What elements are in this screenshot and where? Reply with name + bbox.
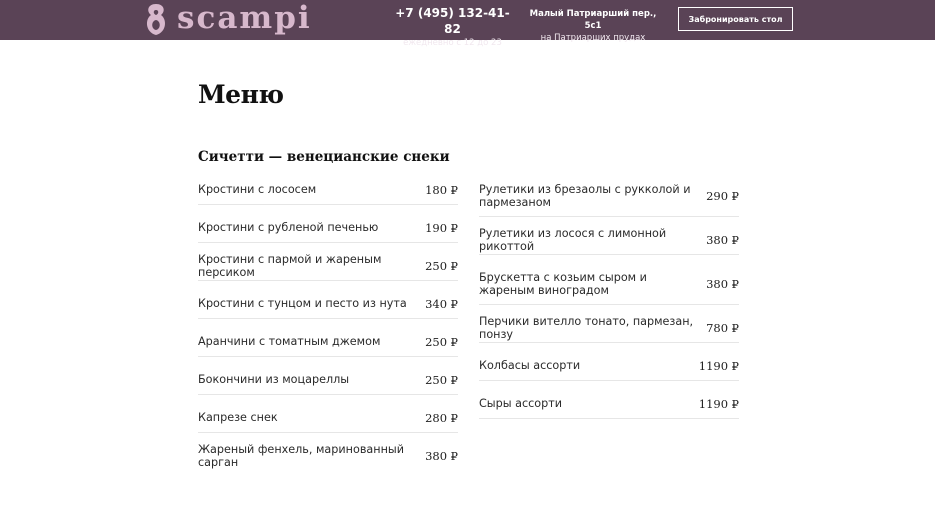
menu-item-name: Бокончини из моцареллы [198, 373, 350, 387]
contact-phone-block [395, 5, 510, 49]
menu-item [479, 264, 739, 305]
menu-item [198, 404, 458, 433]
book-table-button[interactable]: Забронировать стол [678, 7, 793, 31]
menu-item [198, 176, 458, 205]
menu-item-name: Крoстини с рубленой печенью [198, 221, 379, 235]
phone-number[interactable]: +7 (495) 132-41-82 [395, 6, 510, 36]
menu-item-price: 1190 ₽ [698, 397, 739, 411]
logo-text: scampi [177, 0, 312, 36]
menu-item-name: Брускетта с козьим сыром и жареным виноградом [479, 270, 647, 297]
address: Малый Патриарший пер., 5с1 [529, 9, 657, 31]
menu-item-name: Крoстини с пармой и жареным персиком [198, 252, 382, 279]
menu-item-price: 780 ₽ [706, 321, 739, 335]
menu-item-name: Рулетики из брезаолы с рукколой и пармезаном [479, 182, 691, 209]
menu-item-name: Колбасы ассорти [479, 359, 581, 373]
menu-item-price: 380 ₽ [425, 449, 458, 463]
menu-item-name: Капрезе снек [198, 411, 278, 425]
opening-hours: ежедневно с 12 до 23 [403, 38, 502, 48]
menu-item-price: 1190 ₽ [698, 359, 739, 373]
menu-item [198, 328, 458, 357]
menu-item [198, 366, 458, 395]
logo[interactable] [143, 1, 312, 39]
section-title: Сичетти — венецианские снеки [198, 149, 450, 165]
menu-item-price: 250 ₽ [425, 373, 458, 387]
menu-item-name: Перчики вителло тонато, пармезан, понзу [479, 314, 694, 341]
menu-item-price: 340 ₽ [425, 297, 458, 311]
menu-item-name: Рулетики из лосося с лимонной рикоттой [479, 226, 667, 253]
menu-item-name: Сыры ассорти [479, 397, 563, 411]
page-title: Меню [198, 80, 284, 109]
menu-item-name: Аранчини с томатным джемом [198, 335, 381, 349]
menu-column-right [479, 176, 739, 419]
menu-item-price: 250 ₽ [425, 259, 458, 273]
menu-item-name: Крoстини с тунцом и песто из нута [198, 297, 407, 311]
menu-item-name: Крoстини с лососем [198, 183, 317, 197]
menu-item-price: 250 ₽ [425, 335, 458, 349]
menu-item [198, 290, 458, 319]
menu-item [479, 226, 739, 255]
menu-column-left [198, 176, 458, 470]
menu-item [198, 442, 458, 470]
menu-item-name: Жареный фенхель, маринованный сарган [198, 442, 404, 469]
menu-item [198, 252, 458, 281]
menu-item-price: 280 ₽ [425, 411, 458, 425]
menu-item [479, 390, 739, 419]
menu-item-price: 290 ₽ [706, 189, 739, 203]
logo-mark-icon [143, 2, 169, 38]
menu-item-price: 380 ₽ [706, 233, 739, 247]
address-subtitle: на Патриарших прудах [540, 33, 646, 43]
top-bar [0, 0, 935, 48]
menu-item-price: 380 ₽ [706, 277, 739, 291]
menu-item-price: 190 ₽ [425, 221, 458, 235]
address-block [525, 8, 661, 44]
menu-item-price: 180 ₽ [425, 183, 458, 197]
menu-item [479, 314, 739, 343]
menu-item [479, 352, 739, 381]
menu-item [479, 176, 739, 217]
menu-item [198, 214, 458, 243]
